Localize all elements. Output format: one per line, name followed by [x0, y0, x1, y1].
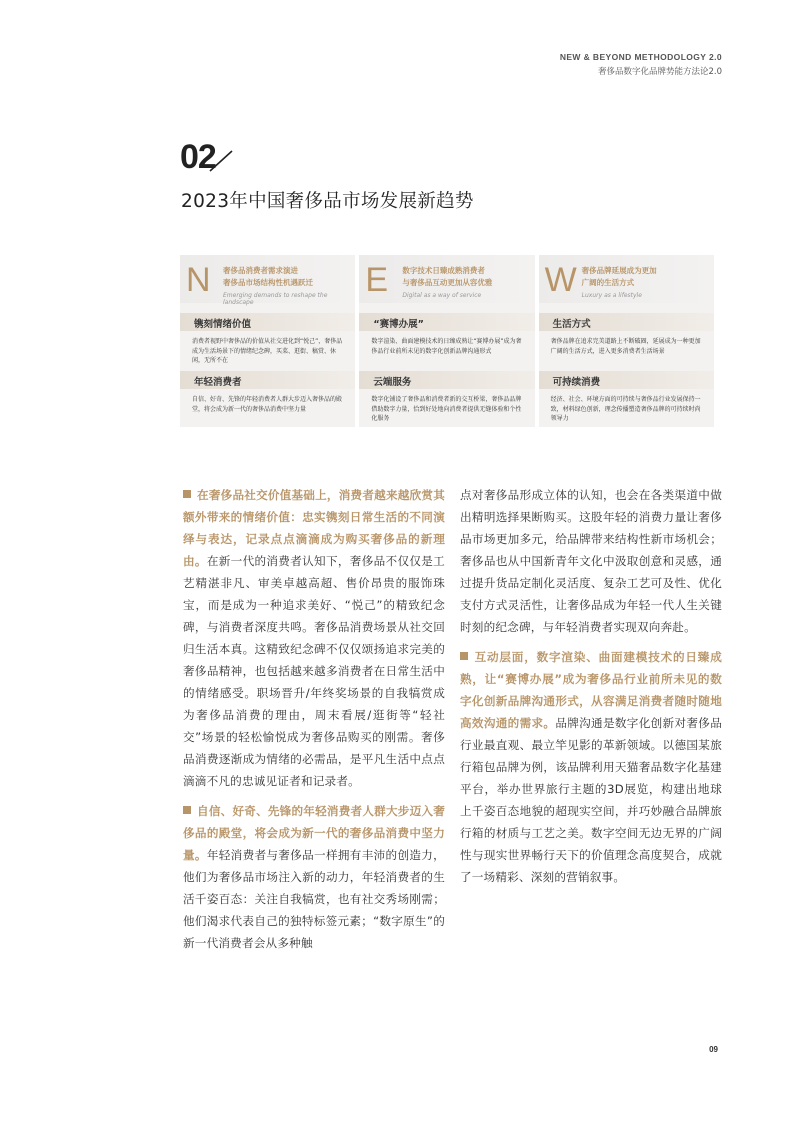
trend-column-w — [539, 255, 714, 427]
header-english: NEW & BEYOND METHODOLOGY 2.0 — [559, 52, 722, 62]
item-label: 云端服务 — [359, 371, 534, 389]
column-header — [180, 255, 355, 306]
paragraph-text: 在新一代的消费者认知下，奢侈品不仅仅是工艺精湛非凡、审美卓越高超、售价昂贵的服饰珠宝，而是成为一种追求美好、“悦己”的精致纪念碑，与消费者深度共鸣。奢侈品消费场景从社交回归生活本真。这精致纪念碑不仅仅颂扬追求完美的奢侈品精神，也包括越来越多消费者在日常生活中的情绪感受。职场晋升/年终奖场景的自我犒赏成为奢侈品消费的理由，周末看展/逛街等“轻社交”场景的轻松愉悦成为奢侈品购买的刚需。奢侈品消费逐渐成为情绪的必需品，是平凡生活中点点滴滴不凡的忠诚见证者和记录者。 — [183, 554, 445, 788]
item-text: 消费者视野中奢侈品的价值从社交进化到“悦己”，奢侈品成为生活场景下的情绪纪念碑，买菜、逛街、稿赏、休闲，无所不在 — [192, 338, 343, 364]
item-text: 自信、好奇、先锋的年轻消费者人群大步迈入奢侈品的殿堂，将会成为新一代的奢侈品消费中坚力量 — [192, 396, 343, 413]
item-text: 数字渲染、曲面建模技术的日臻成熟让“赛博办展”成为奢侈品行业前所未见的数字化创新品牌沟通形式 — [371, 338, 522, 355]
paragraph-text: 品牌沟通是数字化创新对奢侈品行业最直观、最立竿见影的革新领域。以德国某旅行箱包品牌为例，该品牌利用天猫奢品数字化基建平台，举办世界旅行主题的3D展览，构建出地球上千姿百态地貌的超现实空间，并巧妙融合品牌旅行箱的材质与工艺之美。数字空间无边无界的广阔性与现实世界畅行天下的价值理念高度契合，成就了一场精彩、深刻的营销叙事。 — [460, 716, 722, 884]
body-column-left — [183, 484, 445, 962]
slash-decoration — [208, 150, 234, 172]
column-letter: E — [365, 261, 389, 299]
bullet-square-icon — [460, 652, 468, 660]
running-header — [560, 52, 722, 77]
item-label: 生活方式 — [539, 313, 714, 331]
column-english: Emerging demands to reshape the landscape — [223, 292, 328, 306]
header-chinese: 奢侈品数字化品牌势能方法论2.0 — [597, 67, 722, 77]
item-label: 可持续消费 — [539, 371, 714, 389]
item-label: 镌刻情绪价值 — [180, 313, 355, 331]
paragraph — [460, 484, 722, 638]
trend-column-n — [180, 255, 355, 427]
item-text: 奢侈品牌在追求完美道路上不断破圈，延展成为一种更加广阔的生活方式，进入更多消费者生活场景 — [550, 338, 701, 355]
column-letter: N — [186, 261, 211, 299]
paragraph-highlight: 自信、好奇、先锋的年轻消费者人群大步迈入奢侈品的殿堂，将会成为新一代的奢侈品消费中坚力量。 — [183, 804, 445, 862]
column-heading: 奢侈品消费者需求演进 奢侈品市场结构性机遇跃迁 — [223, 266, 313, 287]
item-text: 经济、社会、环境方面的可持续与奢侈品行业发展保持一致，材料绿色创新，理念传播塑造奢侈品牌的可持续时尚领导力 — [550, 396, 701, 422]
body-column-right — [460, 484, 722, 896]
paragraph-text: 点对奢侈品形成立体的认知，也会在各类渠道中做出精明选择果断购买。这股年轻的消费力量让奢侈品市场更加多元，给品牌带来结构性新市场机会；奢侈品也从中国新青年文化中汲取创意和灵感，通过提升货品定制化灵活度、复杂工艺可及性、优化支付方式灵活性，让奢侈品成为年轻一代人生关键时刻的纪念碑，与年轻消费者实现双向奔赴。 — [460, 488, 722, 634]
paragraph — [183, 800, 445, 954]
paragraph — [460, 646, 722, 888]
bullet-square-icon — [183, 806, 191, 814]
trend-columns — [180, 255, 714, 427]
item-text: 数字化铺设了奢侈品和消费者新的交互桥梁，奢侈品品牌借助数字力量，恰到好处地向消费者提供无缝体验和个性化服务 — [371, 396, 522, 422]
chapter-title: 2023年中国奢侈品市场发展新趋势 — [181, 191, 474, 212]
bullet-square-icon — [183, 490, 191, 498]
column-heading: 奢侈品牌延展成为更加 广阔的生活方式 — [581, 266, 657, 287]
column-english: Luxury as a lifestyle — [581, 292, 642, 299]
item-label: 年轻消费者 — [180, 371, 355, 389]
paragraph — [183, 484, 445, 792]
item-label: “赛博办展” — [359, 313, 534, 331]
chapter-number: 02 — [180, 138, 216, 176]
column-letter: W — [544, 261, 577, 299]
page-number: 09 — [709, 1045, 718, 1054]
paragraph-highlight: 在奢侈品社交价值基础上，消费者越来越欣赏其额外带来的情绪价值：忠实镌刻日常生活的不同演绎与表达，记录点点滴滴成为购买奢侈品的新理由。 — [183, 488, 445, 568]
paragraph-text: 年轻消费者与奢侈品一样拥有丰沛的创造力，他们为奢侈品市场注入新的动力，年轻消费者的生活千姿百态：关注自我犒赏，也有社交秀场刚需；他们渴求代表自己的独特标签元素；“数字原生”的新一代消费者会从多种触 — [183, 848, 445, 950]
trend-column-e — [359, 255, 534, 427]
column-header — [359, 255, 534, 303]
column-header — [539, 255, 714, 303]
column-heading: 数字技术日臻成熟消费者 与奢侈品互动更加从容优雅 — [402, 266, 493, 287]
column-english: Digital as a way of service — [402, 292, 482, 299]
paragraph-highlight: 互动层面，数字渲染、曲面建模技术的日臻成熟，让“赛博办展”成为奢侈品行业前所未见的数字化创新品牌沟通形式，从容满足消费者随时随地高效沟通的需求。 — [460, 650, 722, 730]
